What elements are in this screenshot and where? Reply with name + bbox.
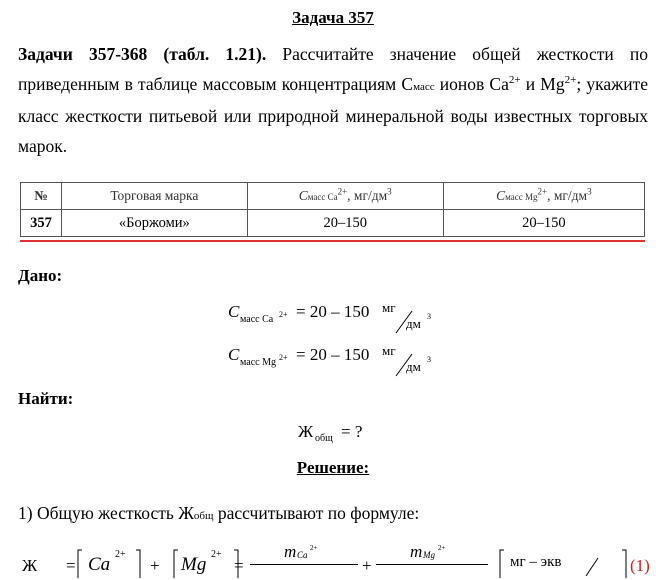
step1-post: рассчитывают по формуле: xyxy=(213,503,420,523)
given-mg-unit-bot: дм xyxy=(406,359,421,374)
find-symbol: Ж xyxy=(298,422,314,441)
hardness-formula xyxy=(18,540,666,580)
frac1-m-sup: 2+ xyxy=(310,544,318,552)
formula-eq-number: (1) xyxy=(630,556,650,575)
given-mg-formula xyxy=(228,343,468,383)
col-header-ca-c: C xyxy=(298,188,308,203)
given-ca-sup: 2+ xyxy=(279,310,288,319)
formula-ca: Ca xyxy=(88,554,111,575)
given-ca-unit-bot: дм xyxy=(406,316,421,331)
frac1-m-sub: Ca xyxy=(297,550,308,560)
cell-num: 357 xyxy=(21,210,62,237)
table-header-row xyxy=(21,183,645,210)
given-ca-value: = 20 – 150 xyxy=(296,302,370,321)
find-formula xyxy=(298,422,398,448)
col-header-mg-c: C xyxy=(496,188,506,203)
given-mg-unit-sup: 3 xyxy=(427,355,431,364)
problem-text-sub: масс xyxy=(413,80,435,93)
problem-text-3: и Mg xyxy=(520,73,565,94)
frac2-line xyxy=(376,564,488,565)
problem-statement xyxy=(18,40,648,161)
ca-charge: 2+ xyxy=(508,73,521,86)
solution-heading: Решение: xyxy=(296,458,370,477)
frac1-m: m xyxy=(284,542,297,561)
frac1-line xyxy=(250,564,358,565)
given-ca-c: C xyxy=(228,302,240,321)
col-header-num: № xyxy=(21,183,62,210)
given-ca-unit-sup: 3 xyxy=(427,312,431,321)
given-mg-c: C xyxy=(228,345,240,364)
frac2-m: m xyxy=(410,542,423,561)
given-mg-sup: 2+ xyxy=(279,353,288,362)
col-header-mg xyxy=(443,183,644,210)
col-header-mg-sub: масс Mg xyxy=(505,192,538,202)
frac2-m-sup: 2+ xyxy=(438,544,446,552)
formula-mg-sup: 2+ xyxy=(211,549,222,560)
find-sub: общ xyxy=(315,433,333,444)
col-header-ca xyxy=(247,183,443,210)
table-row xyxy=(21,210,645,237)
formula-lhs: Ж xyxy=(22,556,38,575)
cell-ca: 20–150 xyxy=(247,210,443,237)
formula-plus-2: + xyxy=(362,556,372,575)
formula-eq-1: = xyxy=(66,556,76,575)
given-mg-value: = 20 – 150 xyxy=(296,345,370,364)
row-highlight-underline xyxy=(20,240,645,242)
given-ca-formula xyxy=(228,300,468,340)
given-heading: Дано: xyxy=(18,266,63,285)
mg-charge: 2+ xyxy=(564,73,577,86)
problem-title: Задача 357 xyxy=(292,8,374,27)
find-rest: = ? xyxy=(341,422,363,441)
col-header-ca-unit-sup: 3 xyxy=(387,186,392,197)
col-header-ca-sub: масс Ca xyxy=(307,192,338,202)
find-heading: Найти: xyxy=(18,389,74,408)
frac2-m-sub: Mg xyxy=(423,550,435,560)
concentration-table xyxy=(20,182,645,237)
formula-mg: Mg xyxy=(181,554,207,575)
col-header-mg-unit-sup: 3 xyxy=(587,186,592,197)
problem-text-4: ; укажите класс жесткости питьевой или природной минеральной воды известных торговых марок. xyxy=(18,73,648,156)
col-header-mg-unit: , мг/дм xyxy=(547,188,588,203)
problem-text-1: Рассчитайте значение общей жесткости по приведенным в таблице массовым концентрациям С xyxy=(18,44,648,94)
step1-pre: 1) Общую жесткость Ж xyxy=(18,503,194,523)
step1-sub: общ xyxy=(193,510,214,522)
col-header-ca-unit: , мг/дм xyxy=(347,188,388,203)
solution-step-1 xyxy=(18,503,419,524)
given-mg-sub: масс Mg xyxy=(240,357,276,368)
cell-brand: «Боржоми» xyxy=(62,210,248,237)
given-ca-unit-top: мг xyxy=(382,300,396,315)
col-header-brand: Торговая марка xyxy=(62,183,248,210)
problem-bold-prefix: Задачи 357-368 (табл. 1.21). xyxy=(18,44,267,64)
col-header-ca-sup: 2+ xyxy=(337,186,348,197)
problem-text-2: ионов Ca xyxy=(434,73,509,94)
cell-mg: 20–150 xyxy=(443,210,644,237)
formula-plus-1: + xyxy=(150,556,160,575)
formula-ca-sup: 2+ xyxy=(115,549,126,560)
given-ca-sub: масс Ca xyxy=(240,314,274,325)
col-header-mg-sup: 2+ xyxy=(537,186,548,197)
formula-eq-2: = xyxy=(234,556,244,575)
formula-unit: мг – экв xyxy=(510,554,562,570)
given-mg-unit-top: мг xyxy=(382,343,396,358)
